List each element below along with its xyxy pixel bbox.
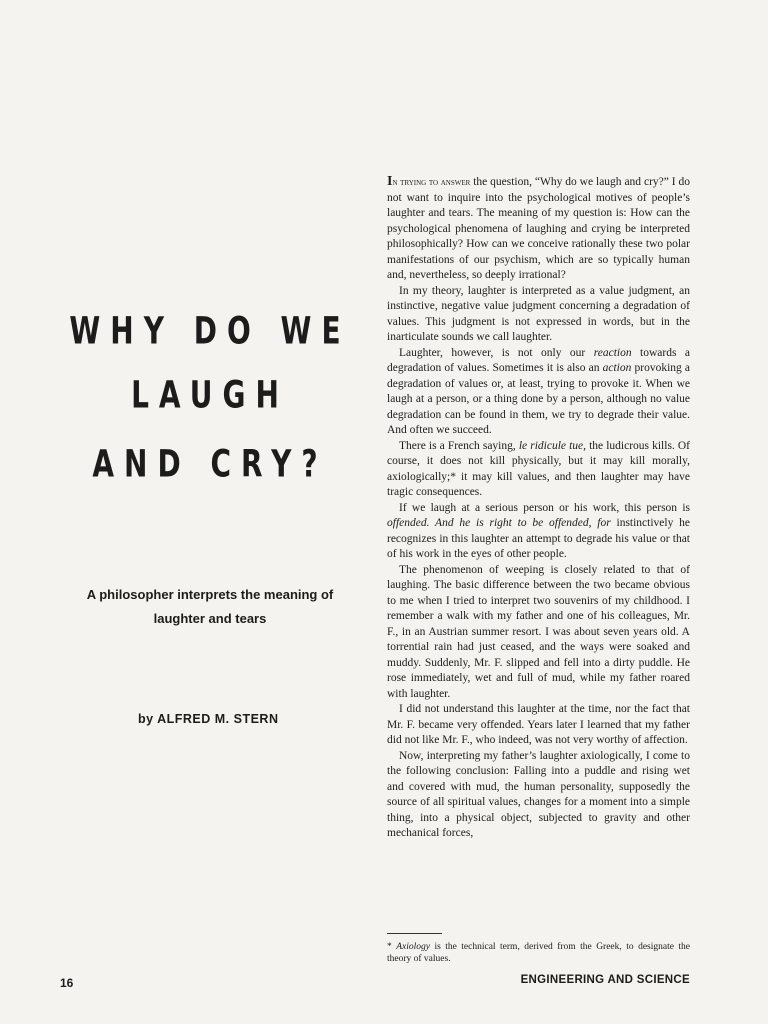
- footnote-divider: [387, 933, 442, 934]
- emphasis-text: offended. And he is right to be offended, for: [387, 517, 611, 529]
- article-byline: by ALFRED M. STERN: [138, 712, 279, 726]
- title-line-3: AND CRY?: [92, 441, 328, 486]
- body-paragraph-3: [387, 346, 690, 439]
- paragraph-text: There is a French saying,: [399, 439, 519, 452]
- body-paragraph-6: The phenomenon of weeping is closely related to that of laughing. The basic difference between the two became obvious to me when I tried to interpret two souvenirs of my childhood. I remember a walk with my father and one of his colleagues, Mr. F., in an Austrian summer resort. I was about seven years old. A torrential rain had just ceased, and the ways were soaked and muddy. Suddenly, Mr. F. slipped and fell into a dirty puddle. He rose immediately, wet and full of mud, while my father roared with laughter.: [387, 563, 690, 700]
- body-paragraph-5: [387, 501, 690, 563]
- paragraph-text: instinctively he recognizes in this laughter an attempt to degrade his value or that of his work in the eyes of other people.: [387, 517, 690, 560]
- footnote-marker: *: [387, 942, 397, 952]
- article-subtitle: A philosopher interprets the meaning of laughter and tears: [86, 587, 334, 626]
- body-paragraph-2: In my theory, laughter is interpreted as a value judgment, an instinctive, negative value judgment concerning a degradation of values. This judgment is not expressed in words, but in the inarticulate sounds we call laughter.: [387, 284, 690, 343]
- title-line-2: LAUGH: [131, 372, 289, 417]
- paragraph-text: the question, “Why do we laugh and cry?” I do not want to inquire into the psychological motives of people’s laughter and tears. The meaning of my question is: How can the psychological phenomena of laughing and crying be interpreted philosophically? How can we conceive rationally these two polar manifestations of our psychism, which are so typically human and, nevertheless, so deeply irrational?: [387, 176, 690, 281]
- emphasis-text: action: [602, 362, 632, 374]
- footnote: [387, 941, 690, 965]
- footnote-text: is the technical term, derived from the Greek, to designate the theory of values.: [387, 942, 691, 964]
- body-paragraph-4: [387, 439, 690, 501]
- body-paragraph-1: [387, 174, 690, 284]
- article-body: [387, 174, 690, 842]
- emphasis-text: reaction: [593, 346, 632, 359]
- lead-in-smallcaps: n trying to answer: [392, 177, 471, 188]
- paragraph-text: the ludicrous kills. Of course, it does not kill physically, but it may kill morally, axiologically;* it may kill values, and then laughter may have tragic consequences.: [387, 439, 691, 498]
- footnote-term: Axiology: [396, 942, 430, 952]
- paragraph-text: provoking a degradation of values or, at least, trying to provoke it. When we laugh at a person, or a thing done by a person, although no value degradation can be found in them, we try to degrade their value. And often we succeed.: [387, 362, 690, 436]
- title-line-1: WHY DO WE: [69, 308, 351, 353]
- paragraph-text: Laughter, however, is not only our: [399, 346, 594, 359]
- paragraph-text: towards a degradation of values. Sometimes it is also an: [387, 346, 690, 374]
- page-number: 16: [60, 976, 74, 990]
- drop-cap: I: [387, 174, 393, 189]
- body-paragraph-8: Now, interpreting my father’s laughter axiologically, I come to the following conclusion: Falling into a puddle and rising wet and covered with mud, the human personality, supposedly the source of all spiritual values, changes for a moment into a simple thing, into a physical object, subjected to gravity and other mechanical forces,: [387, 749, 690, 839]
- journal-title: ENGINEERING AND SCIENCE: [520, 974, 690, 986]
- body-paragraph-7: I did not understand this laughter at the time, nor the fact that Mr. F. became very offended. Years later I learned that my father did not like Mr. F., who indeed, was not very worthy of affection.: [387, 703, 690, 746]
- emphasis-text: le ridicule tue,: [518, 439, 587, 452]
- paragraph-text: If we laugh at a serious person or his work, this person is: [399, 501, 690, 514]
